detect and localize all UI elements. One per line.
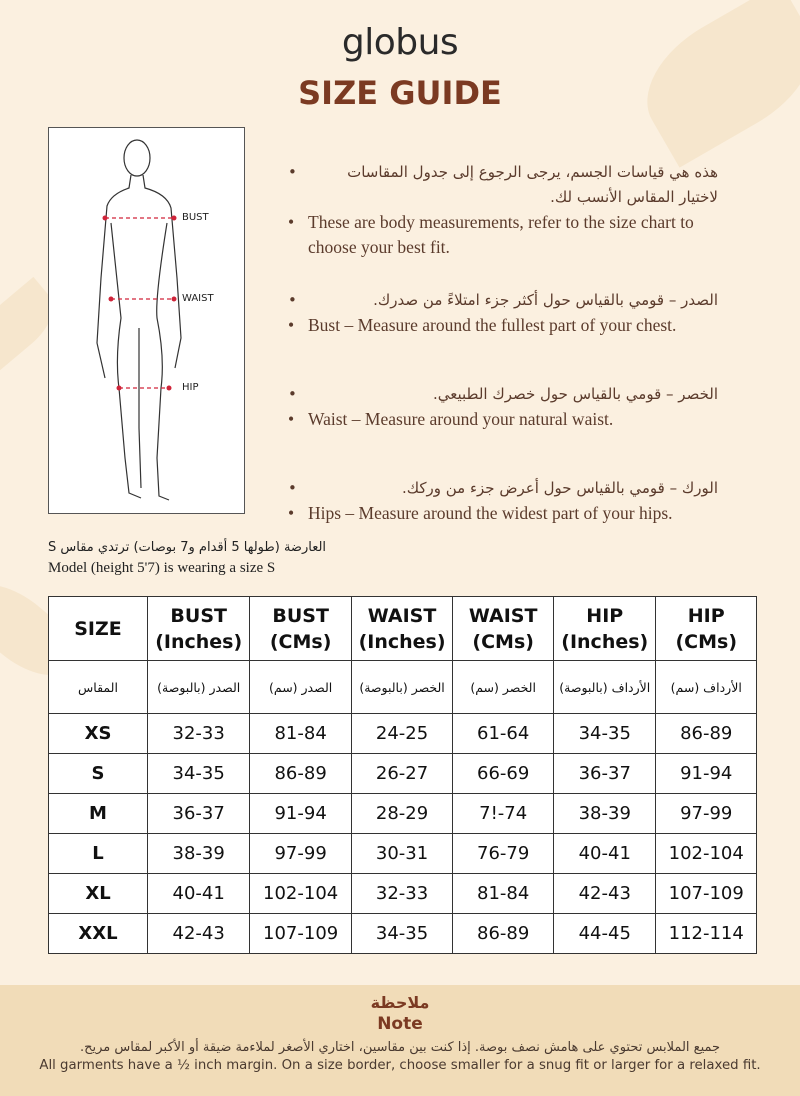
measurement-cell: 76-79 — [453, 834, 554, 874]
bullet-en: • Bust – Measure around the fullest part of your chest. — [288, 313, 738, 338]
hip-label: HIP — [182, 382, 199, 393]
measurement-cell: 81-84 — [453, 874, 554, 914]
measurement-cell: 32-33 — [147, 714, 249, 754]
measurement-cell: 42-43 — [554, 874, 656, 914]
measurement-instructions — [288, 160, 738, 526]
measurement-cell: 91-94 — [656, 754, 757, 794]
column-header-ar: الخصر (سم) — [453, 661, 554, 714]
measurement-cell: 97-99 — [656, 794, 757, 834]
column-header — [147, 597, 249, 661]
page-title: SIZE GUIDE — [298, 74, 502, 112]
measurement-cell: 34-35 — [351, 914, 452, 954]
measurement-cell: 61-64 — [453, 714, 554, 754]
column-header-unit: (CMs) — [675, 630, 737, 653]
measurement-cell: 24-25 — [351, 714, 452, 754]
table-row — [49, 834, 757, 874]
measurement-cell: 44-45 — [554, 914, 656, 954]
column-header-label: WAIST — [367, 604, 437, 627]
bullet-en: • These are body measurements, refer to the size chart to choose your best fit. — [288, 210, 738, 260]
measurement-cell: 32-33 — [351, 874, 452, 914]
column-header-ar: الأرداف (سم) — [656, 661, 757, 714]
measurement-cell: 34-35 — [147, 754, 249, 794]
column-header-label: WAIST — [468, 604, 538, 627]
column-header-unit: (Inches) — [561, 630, 649, 653]
size-cell: XXL — [49, 914, 148, 954]
measurement-cell: 102-104 — [656, 834, 757, 874]
size-chart-table — [48, 596, 757, 954]
table-row — [49, 914, 757, 954]
column-header-unit: (CMs) — [269, 630, 332, 653]
measurement-cell: 42-43 — [147, 914, 249, 954]
size-cell: XL — [49, 874, 148, 914]
measurement-cell: 28-29 — [351, 794, 452, 834]
table-row — [49, 874, 757, 914]
measurement-cell: 97-99 — [250, 834, 351, 874]
measurement-cell: 91-94 — [250, 794, 351, 834]
column-header-label: BUST — [272, 604, 329, 627]
body-measurement-figure — [48, 127, 245, 514]
column-header — [351, 597, 452, 661]
note-text: All garments have a ½ inch margin. On a size border, choose smaller for a snug fit or larger for a relaxed fit. — [39, 1058, 761, 1073]
table-row — [49, 714, 757, 754]
body-silhouette-icon — [49, 128, 244, 513]
column-header-unit: (Inches) — [358, 630, 446, 653]
bullet-ar: • الورك – قومي بالقياس حول أعرض جزء من وركك. — [288, 476, 718, 501]
measurement-cell: 36-37 — [554, 754, 656, 794]
bust-label: BUST — [182, 212, 209, 223]
measurement-cell: 40-41 — [554, 834, 656, 874]
measurement-cell: 81-84 — [250, 714, 351, 754]
column-header-label: BUST — [170, 604, 227, 627]
column-header — [453, 597, 554, 661]
table-header-row-ar — [49, 661, 757, 714]
measurement-cell: 30-31 — [351, 834, 452, 874]
column-header-ar: الصدر (سم) — [250, 661, 351, 714]
size-cell: L — [49, 834, 148, 874]
measurement-cell: 86-89 — [453, 914, 554, 954]
brand-logo: globus — [341, 22, 459, 63]
size-cell: M — [49, 794, 148, 834]
bullet-ar: • الخصر – قومي بالقياس حول خصرك الطبيعي. — [288, 382, 718, 407]
column-header — [49, 597, 148, 661]
bullet-en: • Waist – Measure around your natural waist. — [288, 407, 738, 432]
measurement-cell: 86-89 — [250, 754, 351, 794]
column-header-ar: الصدر (بالبوصة) — [147, 661, 249, 714]
measurement-cell: 107-109 — [656, 874, 757, 914]
measurement-cell: 112-114 — [656, 914, 757, 954]
column-header-ar: المقاس — [49, 661, 148, 714]
model-info — [48, 537, 326, 579]
column-header-label: SIZE — [74, 617, 122, 640]
bullet-ar: • الصدر – قومي بالقياس حول أكثر جزء امتلاءً من صدرك. — [288, 288, 718, 313]
bullet-en: • Hips – Measure around the widest part of your hips. — [288, 501, 738, 526]
bullet-ar: • هذه هي قياسات الجسم، يرجى الرجوع إلى جدول المقاسات لاختيار المقاس الأنسب لك. — [288, 160, 718, 210]
note-text-ar: جميع الملابس تحتوي على هامش نصف بوصة. إذا كنت بين مقاسين، اختاري الأصغر لملاءمة ضيقة أو الأكبر لمقاس مريح. — [79, 1040, 721, 1055]
column-header — [656, 597, 757, 661]
measurement-cell: 38-39 — [554, 794, 656, 834]
column-header-label: HIP — [687, 604, 725, 627]
waist-label: WAIST — [182, 293, 214, 304]
measurement-cell: 66-69 — [453, 754, 554, 794]
size-cell: XS — [49, 714, 148, 754]
measurement-cell: 38-39 — [147, 834, 249, 874]
table-row — [49, 754, 757, 794]
measurement-cell: 34-35 — [554, 714, 656, 754]
size-cell: S — [49, 754, 148, 794]
measurement-cell: 26-27 — [351, 754, 452, 794]
column-header-label: HIP — [586, 604, 624, 627]
column-header-unit: (CMs) — [472, 630, 534, 653]
model-info-ar: العارضة (طولها 5 أقدام و7 بوصات) ترتدي مقاس S — [48, 540, 327, 555]
note-section — [0, 985, 800, 1096]
table-header-row — [49, 597, 757, 661]
model-info-en: Model (height 5'7) is wearing a size S — [48, 560, 276, 576]
column-header-unit: (Inches) — [155, 630, 243, 653]
column-header-ar: الخصر (بالبوصة) — [351, 661, 452, 714]
table-row — [49, 794, 757, 834]
measurement-cell: 107-109 — [250, 914, 351, 954]
measurement-cell: 102-104 — [250, 874, 351, 914]
column-header-ar: الأرداف (بالبوصة) — [554, 661, 656, 714]
measurement-cell: 40-41 — [147, 874, 249, 914]
note-title-ar: ملاحظة — [370, 993, 430, 1012]
measurement-cell: 36-37 — [147, 794, 249, 834]
column-header — [554, 597, 656, 661]
note-title: Note — [377, 1014, 423, 1034]
column-header — [250, 597, 351, 661]
measurement-cell: 86-89 — [656, 714, 757, 754]
measurement-cell: 7!-74 — [453, 794, 554, 834]
